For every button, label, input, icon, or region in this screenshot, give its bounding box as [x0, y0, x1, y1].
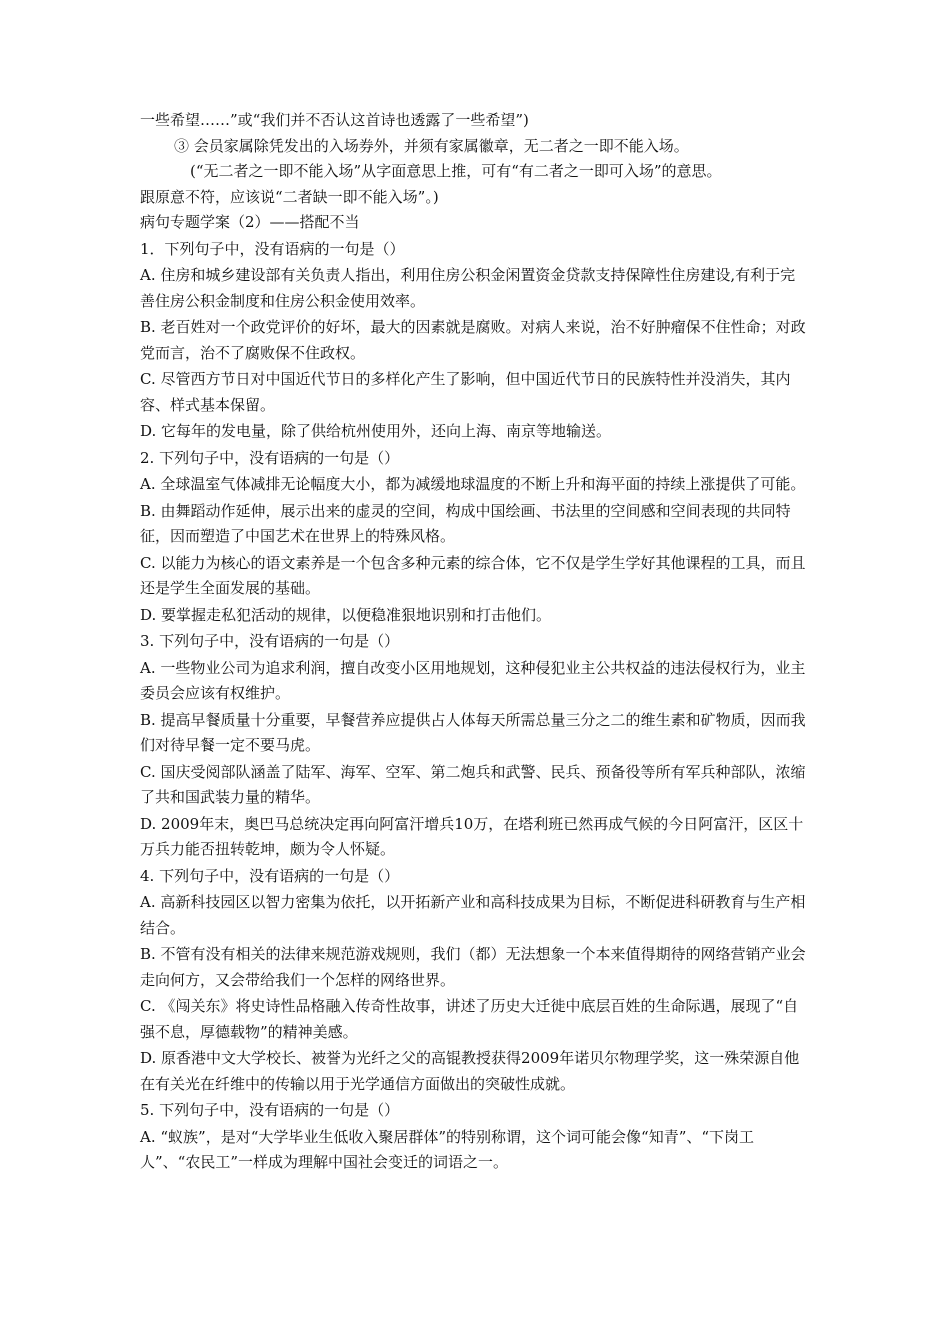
option-a: A. 全球温室气体减排无论幅度大小，都为减缓地球温度的不断上升和海平面的持续上涨提供了可能。: [140, 475, 806, 493]
intro-line-1: 一些希望……”或“我们并不否认这首诗也透露了一些希望”): [140, 111, 529, 129]
option-c: C. 国庆受阅部队涵盖了陆军、海军、空军、第二炮兵和武警、民兵、预备役等所有军兵种部队，浓缩了共和国武装力量的精华。: [140, 762, 806, 806]
intro-line-4: 跟原意不符，应该说“二者缺一即不能入场”。): [140, 187, 439, 206]
question-stem: 3. 下列句子中，没有语病的一句是（）: [140, 632, 400, 650]
question-1: [140, 237, 810, 445]
option-a: A. 住房和城乡建设部有关负责人指出，利用住房公积金闲置资金贷款支持保障性住房建设,有利于完善住房公积金制度和住房公积金使用效率。: [140, 266, 796, 310]
option-a: A. “蚁族”，是对“大学毕业生低收入聚居群体”的特别称谓，这个词可能会像“知青”、“下岗工人”、“农民工”一样成为理解中国社会变迁的词语之一。: [140, 1127, 755, 1171]
option-b: B. 由舞蹈动作延伸，展示出来的虚灵的空间，构成中国绘画、书法里的空间感和空间表现的共同特征，因而塑造了中国艺术在世界上的特殊风格。: [140, 501, 791, 545]
intro-line-3: (“无二者之一即不能入场”从字面意思上推，可有“有二者之一即可入场”的意思。: [190, 162, 722, 180]
question-stem: 1．下列句子中，没有语病的一句是（）: [140, 239, 405, 258]
option-c: C. 以能力为核心的语文素养是一个包含多种元素的综合体，它不仅是学生学好其他课程的工具，而且还是学生全面发展的基础。: [140, 553, 806, 597]
option-b: B. 老百姓对一个政党评价的好坏，最大的因素就是腐败。对病人来说，治不好肿瘤保不住性命；对政党而言，治不了腐败保不住政权。: [140, 318, 806, 362]
option-d: D. 2009年末，奥巴马总统决定再向阿富汗增兵10万，在塔利班已然再成气候的今日阿富汗，区区十万兵力能否扭转乾坤，颇为令人怀疑。: [140, 814, 804, 858]
intro-line-2: ③ 会员家属除凭发出的入场券外，并须有家属徽章，无二者之一即不能入场。: [174, 136, 689, 155]
question-3: [140, 629, 810, 863]
option-a: A. 一些物业公司为追求利润，擅自改变小区用地规划，这种侵犯业主公共权益的违法侵权行为，业主委员会应该有权维护。: [140, 658, 806, 702]
section-title: 病句专题学案（2）——搭配不当: [140, 213, 360, 231]
question-5: [140, 1098, 810, 1176]
question-stem: 2. 下列句子中，没有语病的一句是（）: [140, 448, 400, 467]
option-a: A. 高新科技园区以智力密集为依托，以开拓新产业和高科技成果为目标，不断促进科研教育与生产相结合。: [140, 893, 806, 937]
question-2: [140, 446, 810, 629]
document-body: [140, 108, 810, 1176]
option-c: C. 尽管西方节日对中国近代节日的多样化产生了影响，但中国近代节日的民族特性并没消失，其内容、样式基本保留。: [140, 370, 791, 414]
option-d: D. 它每年的发电量，除了供给杭州使用外，还向上海、南京等地输送。: [140, 422, 612, 440]
question-stem: 4. 下列句子中，没有语病的一句是（）: [140, 866, 400, 885]
option-b: B. 提高早餐质量十分重要，早餐营养应提供占人体每天所需总量三分之二的维生素和矿物质，因而我们对待早餐一定不要马虎。: [140, 710, 806, 754]
option-b: B. 不管有没有相关的法律来规范游戏规则，我们（都）无法想象一个本来值得期待的网络营销产业会走向何方，又会带给我们一个怎样的网络世界。: [140, 945, 806, 989]
option-c: C. 《闯关东》将史诗性品格融入传奇性故事，讲述了历史大迁徙中底层百姓的生命际遇，展现了“自强不息，厚德载物”的精神美感。: [140, 997, 799, 1041]
question-stem: 5. 下列句子中，没有语病的一句是（）: [140, 1101, 400, 1119]
option-d: D. 要掌握走私犯活动的规律，以便稳准狠地识别和打击他们。: [140, 605, 552, 624]
question-4: [140, 864, 810, 1098]
option-d: D. 原香港中文大学校长、被誉为光纤之父的高锟教授获得2009年诺贝尔物理学奖，这一殊荣源自他在有关光在纤维中的传输以用于光学通信方面做出的突破性成就。: [140, 1049, 800, 1093]
